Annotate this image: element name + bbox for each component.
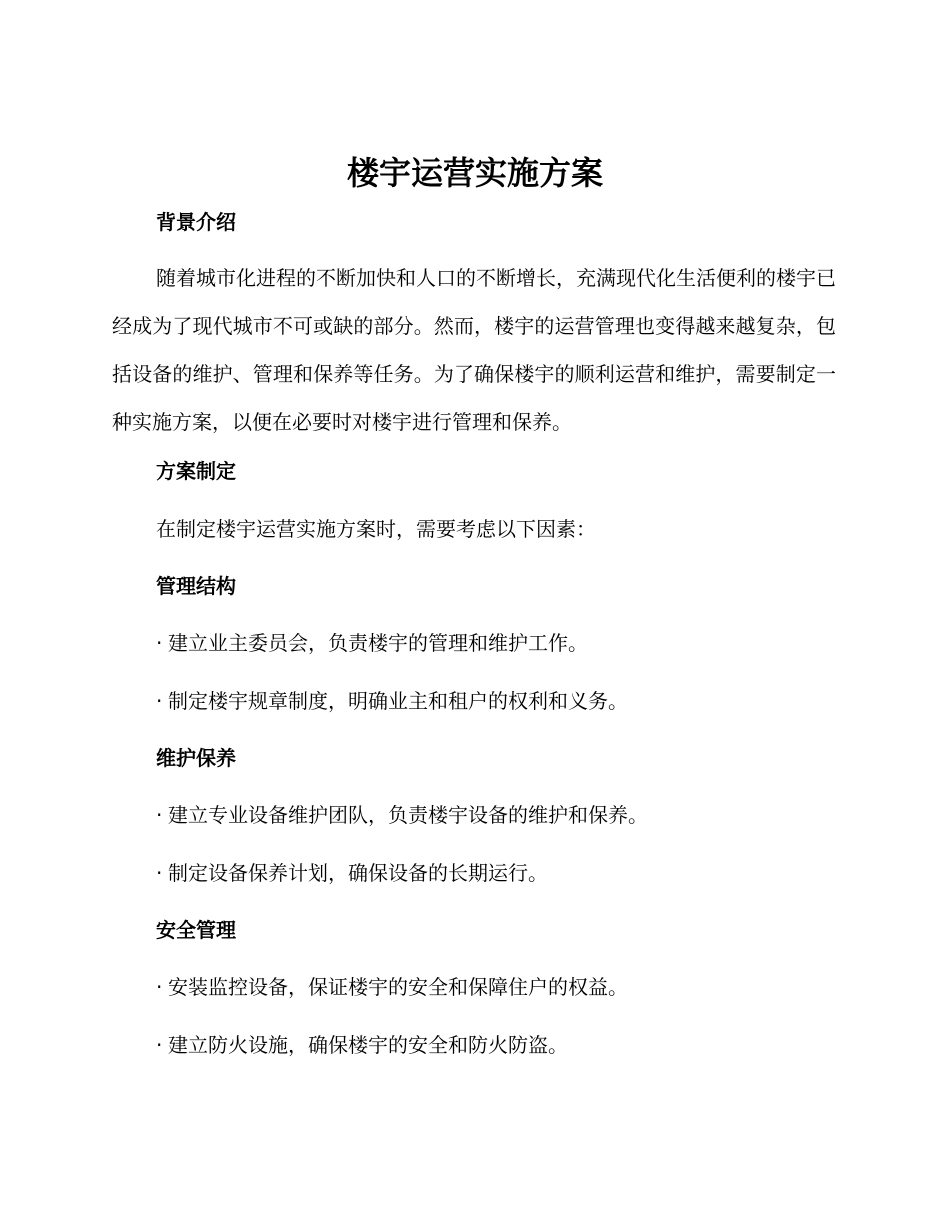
list-item (156, 859, 548, 887)
list-item-text: 建立专业设备维护团队，负责楼宇设备的维护和保养。 (168, 803, 648, 827)
list-item (156, 1031, 568, 1059)
list-item (156, 801, 648, 829)
list-item (156, 687, 628, 715)
list-item-text: 安装监控设备，保证楼宇的安全和保障住户的权益。 (168, 975, 628, 999)
bullet-dot: · (156, 631, 163, 655)
section-paragraph-background: 随着城市化进程的不断加快和人口的不断增长，充满现代化生活便利的楼宇已经成为了现代城市不可或缺的部分。然而，楼宇的运营管理也变得越来越复杂，包括设备的维护、管理和保养等任务。为了确保楼宇的顺利运营和维护，需要制定一种实施方案，以便在必要时对楼宇进行管理和保养。 (112, 266, 836, 434)
section-paragraph-plan: 在制定楼宇运营实施方案时，需要考虑以下因素： (156, 517, 596, 541)
section-heading-background: 背景介绍 (156, 210, 236, 234)
list-item (156, 973, 628, 1001)
list-item-text: 制定设备保养计划，确保设备的长期运行。 (168, 861, 548, 885)
section-heading-plan: 方案制定 (156, 459, 236, 483)
bullet-dot: · (156, 1033, 163, 1057)
bullet-dot: · (156, 803, 163, 827)
section-heading-management-structure: 管理结构 (156, 574, 236, 598)
list-item-text: 制定楼宇规章制度，明确业主和租户的权利和义务。 (168, 689, 628, 713)
list-item-text: 建立业主委员会，负责楼宇的管理和维护工作。 (168, 631, 588, 655)
bullet-dot: · (156, 689, 163, 713)
bullet-dot: · (156, 975, 163, 999)
bullet-dot: · (156, 861, 163, 885)
list-item-text: 建立防火设施，确保楼宇的安全和防火防盗。 (168, 1033, 568, 1057)
section-heading-safety: 安全管理 (156, 918, 236, 942)
section-heading-maintenance: 维护保养 (156, 746, 236, 770)
document-title: 楼宇运营实施方案 (346, 154, 603, 192)
list-item (156, 629, 588, 657)
